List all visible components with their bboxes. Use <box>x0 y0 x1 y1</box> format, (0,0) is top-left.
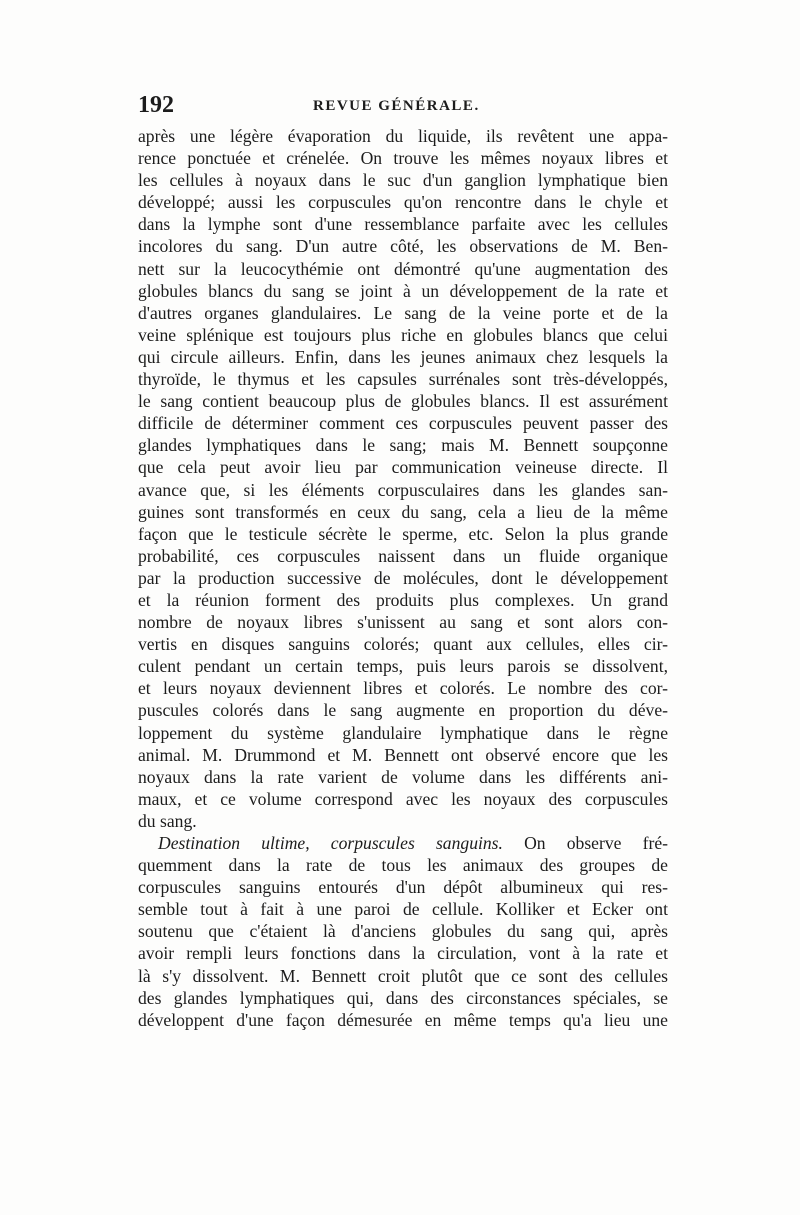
text-line: façon que le testicule sécrète le sperme, etc. Selon la plus grande <box>138 523 668 544</box>
text-line: veine splénique est toujours plus riche en globules blancs que celui <box>138 324 668 345</box>
text-line: globules blancs du sang se joint à un développement de la rate et <box>138 280 668 301</box>
text-line: loppement du système glandulaire lymphatique dans le règne <box>138 722 668 743</box>
text-line: animal. M. Drummond et M. Bennett ont observé encore que les <box>138 744 668 765</box>
text-line: glandes lymphatiques dans le sang; mais M. Bennett soupçonne <box>138 435 668 456</box>
text-line: dans la lymphe sont d'une ressemblance parfaite avec les cellules <box>138 214 668 235</box>
text-line: développent d'une façon démesurée en même temps qu'a lieu une <box>138 1009 668 1030</box>
text-line: rence ponctuée et crénelée. On trouve les mêmes noyaux libres et <box>138 148 668 169</box>
text-line: difficile de déterminer comment ces corpuscules peuvent passer des <box>138 413 668 434</box>
page-number: 192 <box>138 92 174 118</box>
text-line: probabilité, ces corpuscules naissent dans un fluide organique <box>138 545 668 566</box>
text-line: nett sur la leucocythémie ont démontré qu'une augmentation des <box>138 258 668 279</box>
lead-line-rest: On observe fré- <box>502 833 668 853</box>
text-line: thyroïde, le thymus et les capsules surrénales sont très-développés, <box>138 369 668 390</box>
text-line: incolores du sang. D'un autre côté, les observations de M. Ben- <box>138 236 668 257</box>
section-heading-italic: Destination ultime, corpuscules sanguins. <box>158 833 503 853</box>
text-line: guines sont transformés en ceux du sang, cela a lieu de la même <box>138 501 668 522</box>
text-line: le sang contient beaucoup plus de globules blancs. Il est assurément <box>138 391 668 412</box>
text-line: soutenu que c'étaient là d'anciens globules du sang qui, après <box>138 921 668 942</box>
text-line: noyaux dans la rate varient de volume dans les différents ani- <box>138 766 668 787</box>
text-line: avoir rempli leurs fonctions dans la circulation, vont à la rate et <box>138 943 668 964</box>
text-line: et leurs noyaux deviennent libres et colorés. Le nombre des cor- <box>138 678 668 699</box>
text-line: quemment dans la rate de tous les animaux des groupes de <box>138 855 668 876</box>
text-line: culent pendant un certain temps, puis leurs parois se dissolvent, <box>138 656 668 677</box>
text-line: corpuscules sanguins entourés d'un dépôt albumineux qui res- <box>138 877 668 898</box>
body-text <box>138 125 668 1031</box>
text-line: des glandes lymphatiques qui, dans des circonstances spéciales, se <box>138 987 668 1008</box>
paragraph-lead-line <box>138 832 668 854</box>
text-line: là s'y dissolvent. M. Bennett croit plutôt que ce sont des cellules <box>138 965 668 986</box>
text-line: développé; aussi les corpuscules qu'on rencontre dans le chyle et <box>138 192 668 213</box>
text-line: d'autres organes glandulaires. Le sang de la veine porte et de la <box>138 302 668 323</box>
text-line: par la production successive de molécules, dont le développement <box>138 567 668 588</box>
text-line: et la réunion forment des produits plus complexes. Un grand <box>138 589 668 610</box>
running-title: REVUE GÉNÉRALE. <box>313 98 480 114</box>
text-line: semble tout à fait à une paroi de cellule. Kolliker et Ecker ont <box>138 899 668 920</box>
text-line: avance que, si les éléments corpusculaires dans les glandes san- <box>138 479 668 500</box>
text-line: maux, et ce volume correspond avec les noyaux des corpuscules <box>138 788 668 809</box>
text-line: que cela peut avoir lieu par communication veineuse directe. Il <box>138 457 668 478</box>
text-line: qui circule ailleurs. Enfin, dans les jeunes animaux chez lesquels la <box>138 346 668 367</box>
text-line: les cellules à noyaux dans le suc d'un ganglion lymphatique bien <box>138 170 668 191</box>
text-line: vertis en disques sanguins colorés; quant aux cellules, elles cir- <box>138 634 668 655</box>
text-line: nombre de noyaux libres s'unissent au sang et sont alors con- <box>138 612 668 633</box>
paragraph-end-line: du sang. <box>138 810 197 831</box>
text-line: puscules colorés dans le sang augmente en proportion du déve- <box>138 700 668 721</box>
text-line: après une légère évaporation du liquide, ils revêtent une appa- <box>138 126 668 146</box>
running-head <box>138 92 668 122</box>
